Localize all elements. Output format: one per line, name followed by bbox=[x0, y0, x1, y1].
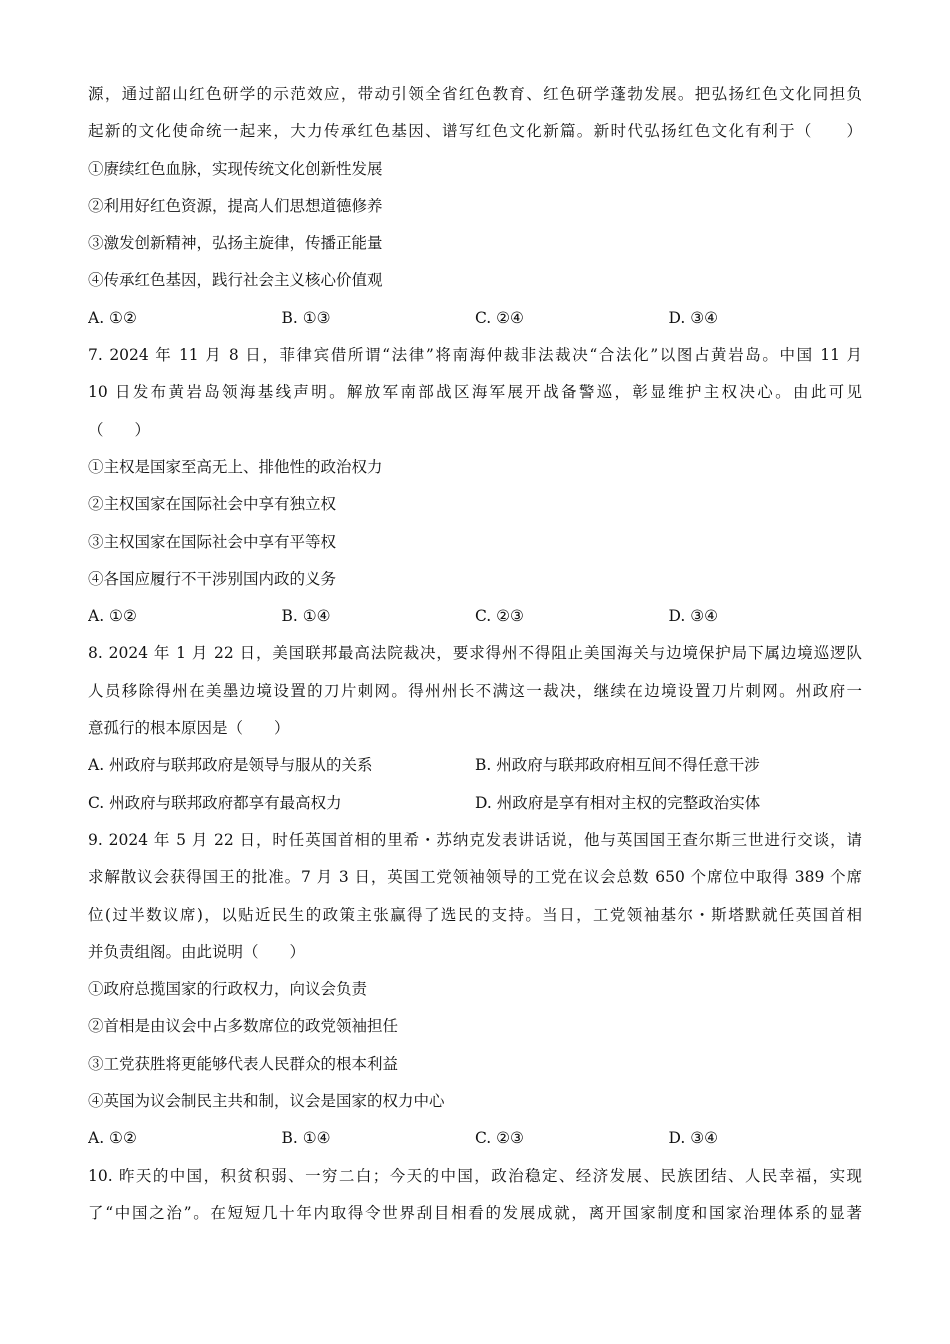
statement-4: ④各国应履行不干涉别国内政的义务 bbox=[88, 569, 337, 588]
question-stem-line: 9. 2024 年 5 月 22 日，时任英国首相的里希・苏纳克发表讲话说，他与英国国王查尔斯三世进行交谈，请 bbox=[88, 830, 862, 849]
answer-options-row-1 bbox=[88, 747, 862, 784]
statement-3: ③工党获胜将更能够代表人民群众的根本利益 bbox=[88, 1054, 399, 1073]
option-a: A. 州政府与联邦政府是领导与服从的关系 bbox=[88, 756, 373, 775]
option-d: D. ③④ bbox=[668, 308, 719, 327]
answer-options bbox=[88, 300, 862, 337]
answer-options-row-2 bbox=[88, 785, 862, 822]
exam-page bbox=[88, 76, 862, 1232]
statement-2: ②利用好红色资源，提高人们思想道德修养 bbox=[88, 196, 383, 215]
question-stem-line: 10. 昨天的中国，积贫积弱、一穷二白；今天的中国，政治稳定、经济发展、民族团结、人民幸福，实现 bbox=[88, 1166, 862, 1185]
question-9 bbox=[88, 822, 862, 1158]
statement-3: ③主权国家在国际社会中享有平等权 bbox=[88, 532, 337, 551]
question-8 bbox=[88, 635, 862, 821]
statement-1: ①主权是国家至高无上、排他性的政治权力 bbox=[88, 457, 383, 476]
option-c: C. ②④ bbox=[475, 308, 524, 327]
option-b: B. 州政府与联邦政府相互间不得任意干涉 bbox=[475, 756, 760, 775]
question-stem-line: 求解散议会获得国王的批准。7 月 3 日，英国工党领袖领导的工党在议会总数 650 个席位中取得 389 个席 bbox=[88, 868, 862, 887]
statement-2: ②主权国家在国际社会中享有独立权 bbox=[88, 495, 337, 514]
statement-2: ②首相是由议会中占多数席位的政党领袖担任 bbox=[88, 1017, 399, 1036]
question-stem-line: 了“中国之治”。在短短几十年内取得令世界刮目相看的发展成就，离开国家制度和国家治理体系的显著 bbox=[88, 1203, 862, 1222]
question-stem-line: 7. 2024 年 11 月 8 日，菲律宾借所谓“法律”将南海仲裁非法裁决“合法化”以图占黄岩岛。中国 11 月 bbox=[88, 346, 862, 365]
option-c: C. 州政府与联邦政府都享有最高权力 bbox=[88, 793, 342, 812]
question-7 bbox=[88, 337, 862, 635]
option-a: A. ①② bbox=[88, 308, 137, 327]
question-stem-line: 8. 2024 年 1 月 22 日，美国联邦最高法院裁决，要求得州不得阻止美国海关与边境保护局下属边境巡逻队 bbox=[88, 644, 862, 663]
statement-4: ④英国为议会制民主共和制，议会是国家的权力中心 bbox=[88, 1092, 445, 1111]
option-b: B. ①④ bbox=[281, 1129, 331, 1148]
question-stem-line: 10 日发布黄岩岛领海基线声明。解放军南部战区海军展开战备警巡，彰显维护主权决心。由此可见 bbox=[88, 383, 862, 402]
question-stem-line: 起新的文化使命统一起来，大力传承红色基因、谱写红色文化新篇。新时代弘扬红色文化有利于（ ） bbox=[88, 122, 862, 141]
question-6-continued bbox=[88, 76, 862, 337]
option-a: A. ①② bbox=[88, 1129, 137, 1148]
statement-1: ①赓续红色血脉，实现传统文化创新性发展 bbox=[88, 159, 383, 178]
option-d: D. ③④ bbox=[668, 607, 719, 626]
answer-options bbox=[88, 598, 862, 635]
option-d: D. 州政府是享有相对主权的完整政治实体 bbox=[475, 793, 761, 812]
question-stem-line: 并负责组阁。由此说明（ ） bbox=[88, 942, 306, 961]
option-c: C. ②③ bbox=[475, 607, 524, 626]
option-b: B. ①③ bbox=[281, 308, 331, 327]
option-b: B. ①④ bbox=[281, 607, 331, 626]
question-stem-line: 位(过半数议席)，以贴近民生的政策主张赢得了选民的支持。当日，工党领袖基尔・斯塔默就任英国首相 bbox=[88, 905, 862, 924]
option-d: D. ③④ bbox=[668, 1129, 719, 1148]
statement-3: ③激发创新精神，弘扬主旋律，传播正能量 bbox=[88, 234, 383, 253]
statement-4: ④传承红色基因，践行社会主义核心价值观 bbox=[88, 271, 383, 290]
option-c: C. ②③ bbox=[475, 1129, 524, 1148]
question-stem-line: 源，通过韶山红色研学的示范效应，带动引领全省红色教育、红色研学蓬勃发展。把弘扬红色文化同担负 bbox=[88, 85, 862, 103]
statement-1: ①政府总揽国家的行政权力，向议会负责 bbox=[88, 980, 368, 999]
answer-options bbox=[88, 1120, 862, 1157]
option-a: A. ①② bbox=[88, 607, 137, 626]
question-stem-line: （ ） bbox=[88, 420, 151, 439]
question-10 bbox=[88, 1158, 862, 1233]
question-stem-line: 人员移除得州在美墨边境设置的刀片刺网。得州州长不满这一裁决，继续在边境设置刀片刺网。州政府一 bbox=[88, 681, 862, 700]
question-stem-line: 意孤行的根本原因是（ ） bbox=[88, 719, 290, 738]
